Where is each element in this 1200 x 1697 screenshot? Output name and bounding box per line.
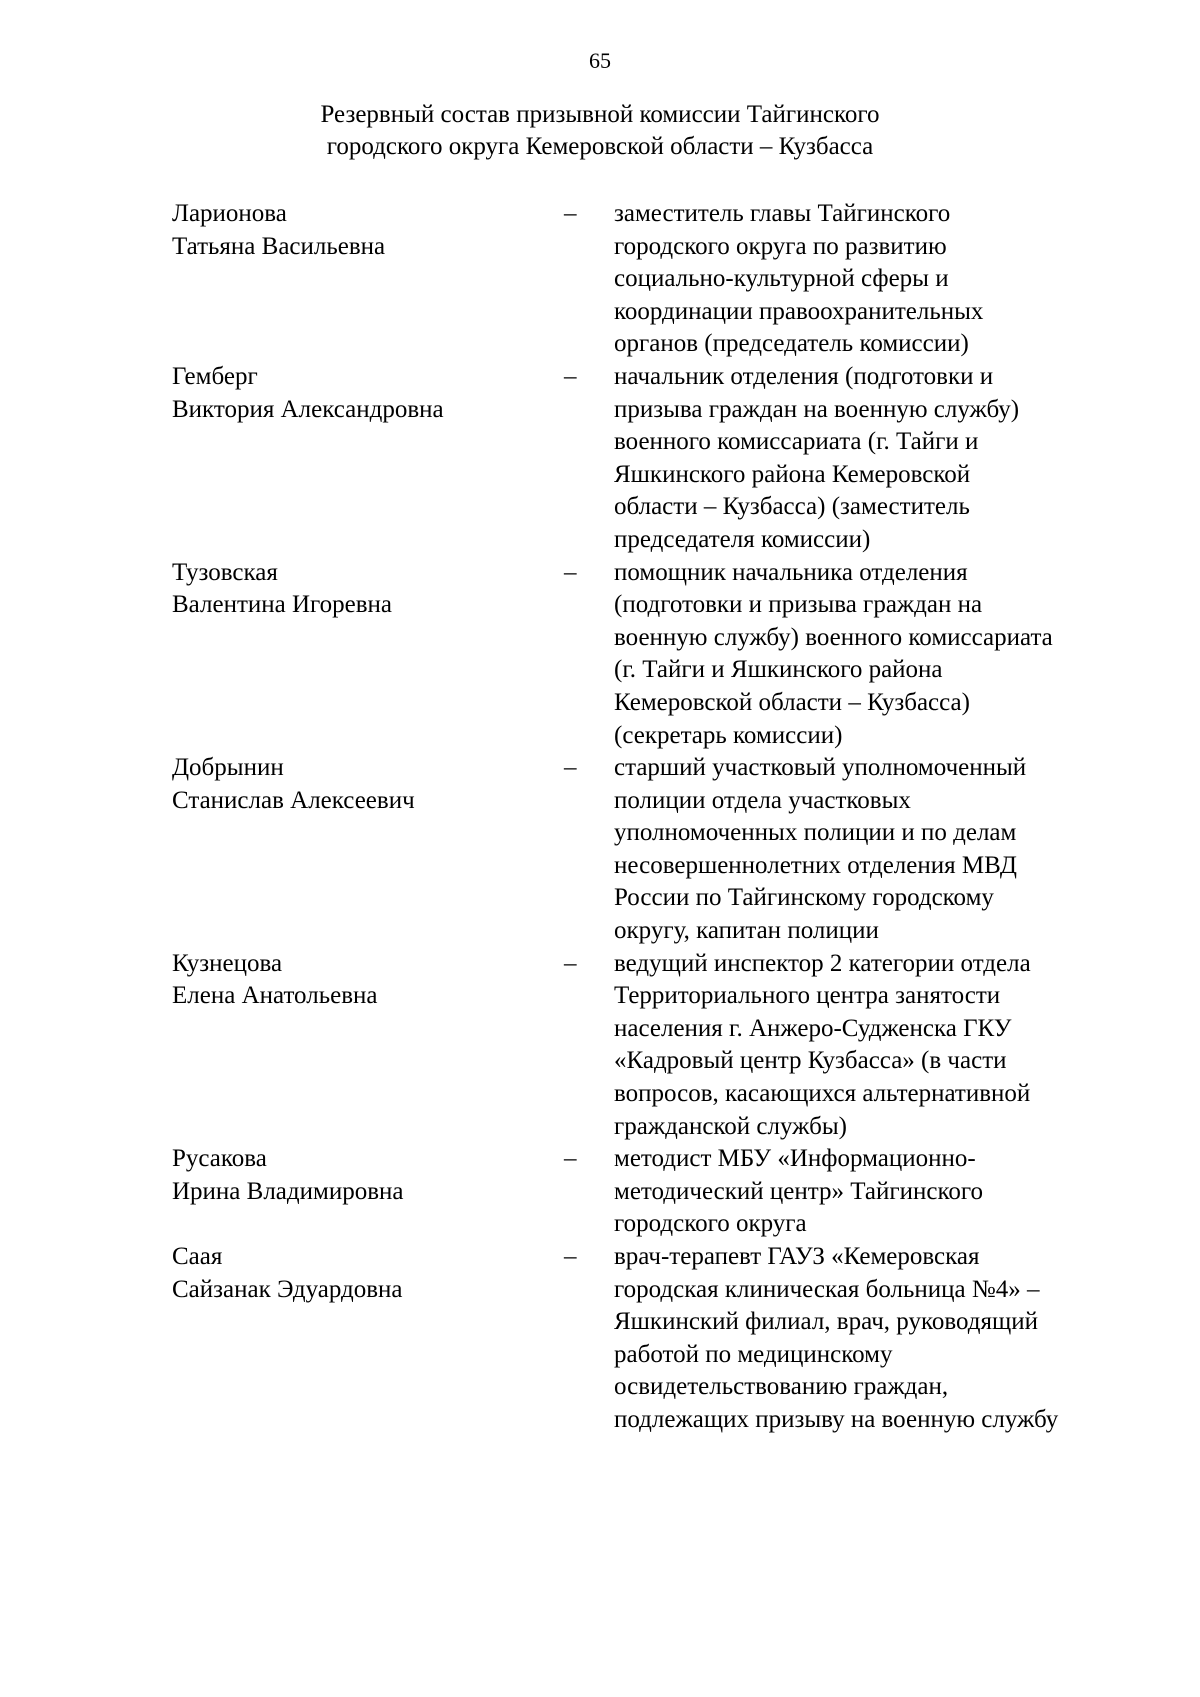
role-line: Яшкинский филиал, врач, руководящий [614,1308,1038,1336]
member-given-names: Елена Анатольевна [172,982,378,1010]
role-line: методический центр» Тайгинского [614,1177,984,1205]
role-line: заместитель главы Тайгинского [614,200,951,227]
member-name [172,1143,564,1208]
member-row [172,198,1172,361]
role-line: координации правоохранительных [614,297,984,325]
member-role [614,1143,1172,1241]
member-role [614,361,1172,557]
members-list [172,198,1172,1437]
role-line: городского округа [614,1210,807,1238]
role-line: Яшкинского района Кемеровской [614,460,971,488]
role-line: полиции отдела участковых [614,786,911,814]
role-line: военную службу) военного комиссариата [614,623,1053,651]
dash-separator: – [564,949,577,977]
role-line: подлежащих призыву на военную службу [614,1405,1059,1433]
role-line: Кемеровской области – Кузбасса) [614,688,970,716]
dash-separator: – [564,1145,577,1173]
title-line-1: Резервный состав призывной комиссии Тайгинского [320,101,880,128]
dash-separator: – [564,362,577,390]
role-line: городского округа по развитию [614,232,947,260]
dash-separator: – [564,558,577,586]
member-given-names: Татьяна Васильевна [172,232,386,260]
role-line: ведущий инспектор 2 категории отдела [614,949,1031,977]
role-line: вопросов, касающихся альтернативной [614,1080,1031,1108]
member-given-names: Станислав Алексеевич [172,786,415,814]
role-line: старший участковый уполномоченный [614,754,1027,782]
member-surname: Ларионова [172,200,287,227]
role-line: округу, капитан полиции [614,917,879,945]
member-row [172,948,1172,1144]
member-row [172,1241,1172,1437]
document-title [0,99,1200,163]
role-line: работой по медицинскому [614,1340,893,1368]
role-line: «Кадровый центр Кузбасса» (в части [614,1047,1007,1075]
role-line: несовершеннолетних отделения МВД [614,851,1017,879]
member-role [614,557,1172,753]
role-line: призыва граждан на военную службу) [614,395,1020,423]
role-line: городская клиническая больница №4» – [614,1275,1040,1303]
role-line: Территориального центра занятости [614,982,1001,1010]
role-line: населения г. Анжеро-Судженска ГКУ [614,1014,1012,1042]
member-role [614,1241,1172,1437]
role-line: начальник отделения (подготовки и [614,362,994,390]
member-name [172,198,564,263]
member-name [172,948,564,1013]
role-line: освидетельствованию граждан, [614,1373,949,1401]
member-surname: Саая [172,1243,223,1270]
member-name [172,1241,564,1306]
member-given-names: Сайзанак Эдуардовна [172,1275,403,1303]
member-role [614,752,1172,948]
role-line: (подготовки и призыва граждан на [614,591,983,619]
member-row [172,1143,1172,1241]
member-role [614,948,1172,1144]
title-line-2: городского округа Кемеровской области – Кузбасса [326,133,874,160]
member-role [614,198,1172,361]
member-row [172,361,1172,557]
member-row [172,557,1172,753]
role-line: уполномоченных полиции и по делам [614,819,1017,847]
dash-separator: – [564,1243,577,1270]
member-row [172,752,1172,948]
member-surname: Кузнецова [172,949,283,977]
member-name [172,557,564,622]
member-name [172,752,564,817]
role-line: помощник начальника отделения [614,558,968,586]
member-given-names: Виктория Александровна [172,395,444,423]
member-surname: Тузовская [172,558,278,586]
role-line: гражданской службы) [614,1112,847,1140]
role-line: врач-терапевт ГАУЗ «Кемеровская [614,1243,980,1270]
member-given-names: Ирина Владимировна [172,1177,404,1205]
member-surname: Гемберг [172,362,258,390]
page-number: 65 [589,48,611,73]
role-line: органов (председатель комиссии) [614,330,969,358]
role-line: военного комиссариата (г. Тайги и [614,428,979,456]
role-line: (секретарь комиссии) [614,721,843,749]
role-line: области – Кузбасса) (заместитель [614,493,970,521]
member-given-names: Валентина Игоревна [172,591,393,619]
role-line: (г. Тайги и Яшкинского района [614,656,943,684]
member-name [172,361,564,426]
role-line: председателя комиссии) [614,525,871,553]
role-line: методист МБУ «Информационно- [614,1145,976,1173]
dash-separator: – [564,200,577,227]
role-line: социально-культурной сферы и [614,265,949,293]
dash-separator: – [564,754,577,782]
role-line: России по Тайгинскому городскому [614,884,994,912]
member-surname: Русакова [172,1145,267,1173]
member-surname: Добрынин [172,754,284,782]
